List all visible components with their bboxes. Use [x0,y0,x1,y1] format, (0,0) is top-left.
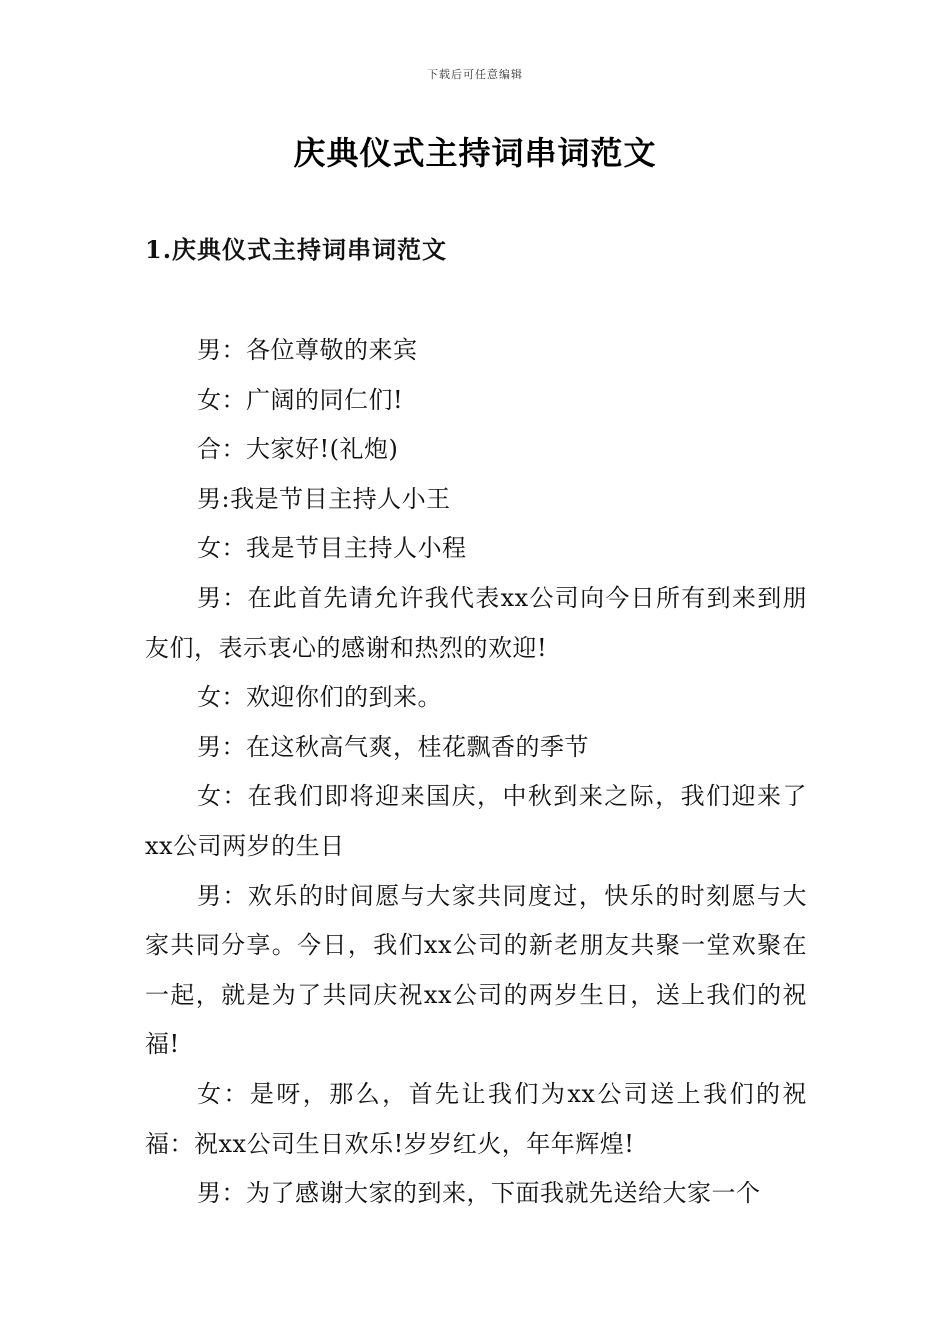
paragraph: 女：广阔的同仁们! [197,385,404,414]
paragraph: 女：是呀，那么，首先让我们为xx公司送上我们的祝福：祝xx公司生日欢乐!岁岁红火，年年辉煌! [145,1079,807,1158]
paragraph: 男：为了感谢大家的到来，下面我就先送给大家一个 [197,1179,761,1208]
paragraph: 男：在此首先请允许我代表xx公司向今日所有到来到朋友们，表示衷心的感谢和热烈的欢迎! [145,583,807,662]
paragraph: 女：欢迎你们的到来。 [197,683,442,712]
document-body [145,326,807,1219]
paragraph: 女：在我们即将迎来国庆，中秋到来之际，我们迎来了xx公司两岁的生日 [145,782,807,860]
paragraph: 合：大家好!(礼炮) [197,435,399,464]
paragraph: 男:我是节目主持人小王 [197,484,451,513]
document-title: 庆典仪式主持词串词范文 [293,134,657,172]
paragraph: 男：在这秋高气爽，桂花飘香的季节 [197,732,589,761]
paragraph: 男：各位尊敬的来宾 [197,336,418,364]
header-note: 下载后可任意编辑 [427,68,523,81]
section-heading: 1.庆典仪式主持词串词范文 [145,235,448,264]
paragraph: 男：欢乐的时间愿与大家共同度过，快乐的时刻愿与大家共同分享。今日，我们xx公司的新老朋友共聚一堂欢聚在一起，就是为了共同庆祝xx公司的两岁生日，送上我们的祝福! [145,881,807,1059]
paragraph: 女：我是节目主持人小程 [197,534,467,563]
